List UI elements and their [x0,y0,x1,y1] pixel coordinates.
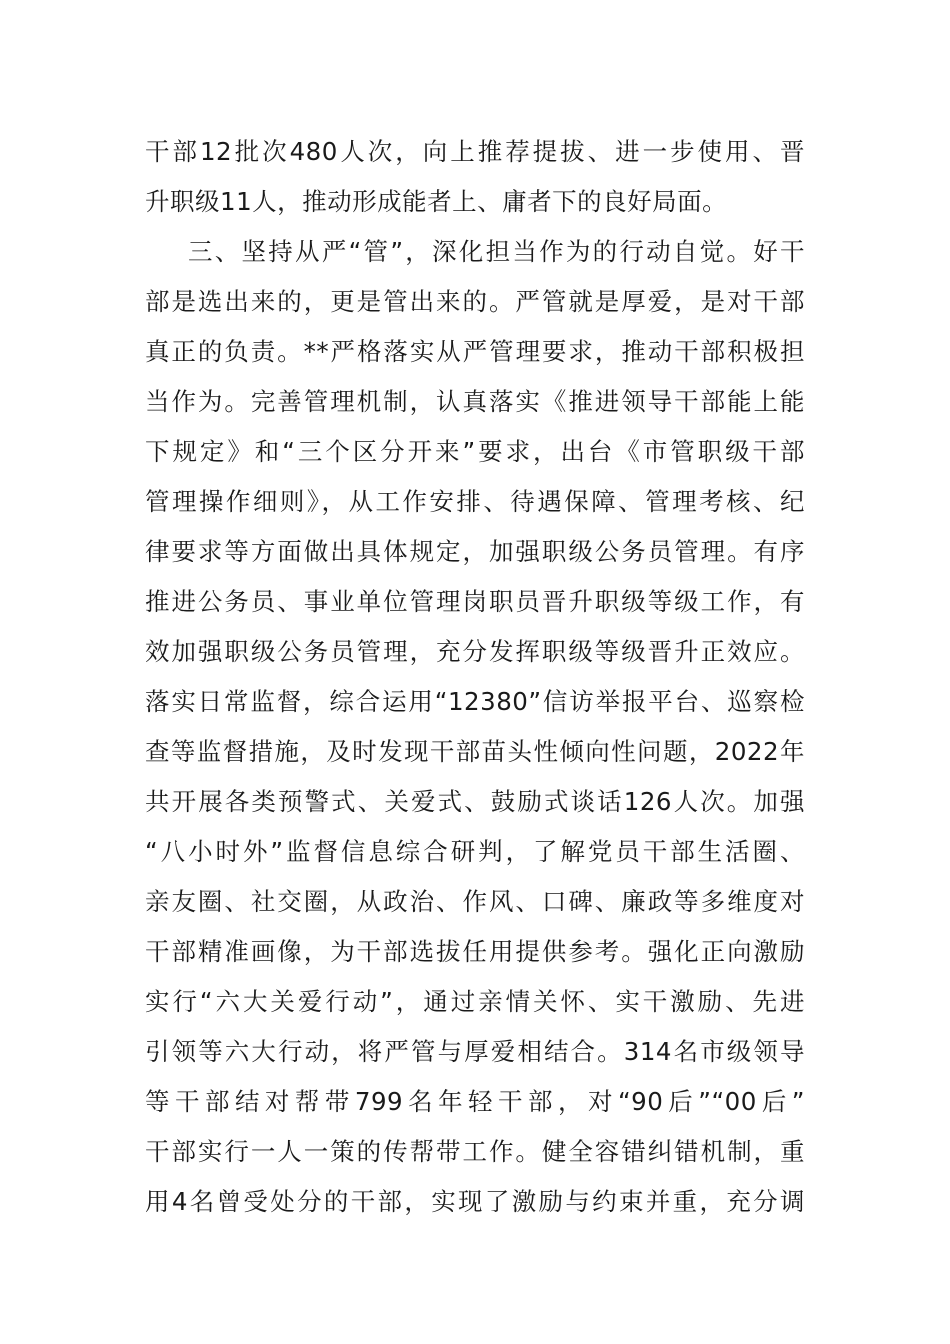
text-line-8: 管理操作细则》，从工作安排、待遇保障、管理考核、纪 [145,487,805,516]
text-line-14: 共开展各类预警式、关爱式、鼓励式谈话126人次。加强 [145,787,805,816]
text-line-22: 用4名曾受处分的干部，实现了激励与约束并重，充分调 [145,1187,805,1216]
text-line-2: 升职级11人，推动形成能者上、庸者下的良好局面。 [145,187,728,216]
text-line-9: 律要求等方面做出具体规定，加强职级公务员管理。有序 [145,537,805,566]
text-line-1: 干部12批次480人次，向上推荐提拔、进一步使用、晋 [145,137,805,166]
text-line-17: 干部精准画像，为干部选拔任用提供参考。强化正向激励 [145,937,805,966]
text-line-16: 亲友圈、社交圈，从政治、作风、口碑、廉政等多维度对 [145,887,805,916]
text-line-20: 等干部结对帮带799名年轻干部，对“90后”“00后” [145,1087,805,1116]
text-line-7: 下规定》和“三个区分开来”要求，出台《市管职级干部 [145,437,805,466]
text-line-13: 查等监督措施，及时发现干部苗头性倾向性问题，2022年 [145,737,805,766]
text-line-5: 真正的负责。**严格落实从严管理要求，推动干部积极担 [145,337,805,366]
text-line-3: 三、坚持从严“管”，深化担当作为的行动自觉。好干 [188,237,805,266]
text-line-19: 引领等六大行动，将严管与厚爱相结合。314名市级领导 [145,1037,805,1066]
text-line-15: “八小时外”监督信息综合研判，了解党员干部生活圈、 [145,837,805,866]
text-line-11: 效加强职级公务员管理，充分发挥职级等级晋升正效应。 [145,637,805,666]
text-line-10: 推进公务员、事业单位管理岗职员晋升职级等级工作，有 [145,587,805,616]
text-line-6: 当作为。完善管理机制，认真落实《推进领导干部能上能 [145,387,805,416]
text-line-12: 落实日常监督，综合运用“12380”信访举报平台、巡察检 [145,687,805,716]
text-line-21: 干部实行一人一策的传帮带工作。健全容错纠错机制，重 [145,1137,805,1166]
text-line-18: 实行“六大关爱行动”，通过亲情关怀、实干激励、先进 [145,987,805,1016]
text-line-4: 部是选出来的，更是管出来的。严管就是厚爱，是对干部 [145,287,805,316]
